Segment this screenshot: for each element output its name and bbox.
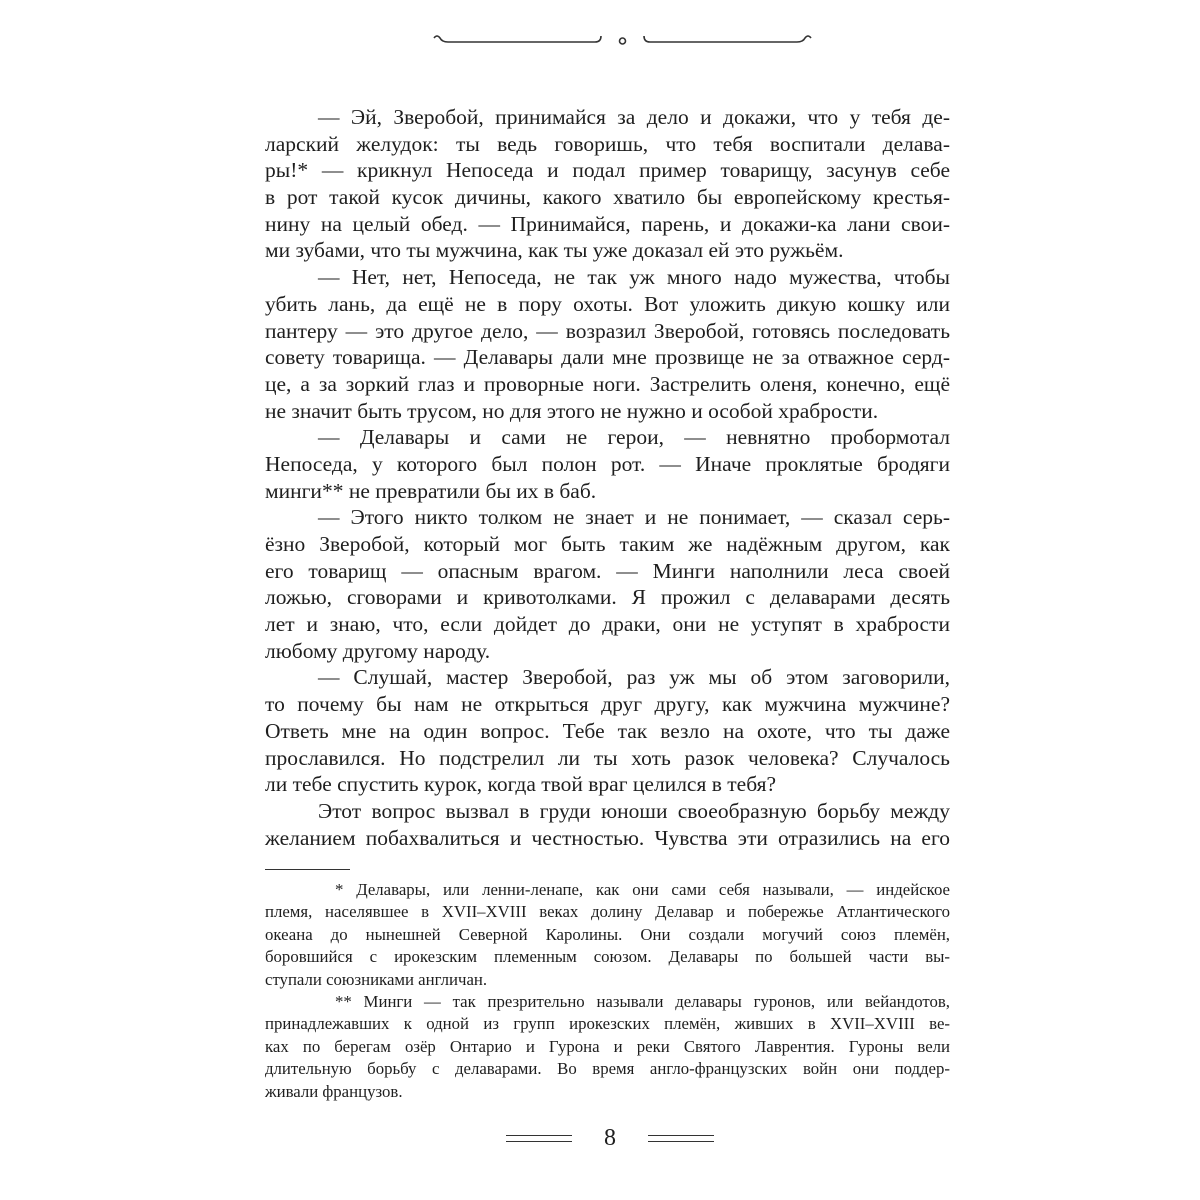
text-line: це, а за зоркий глаз и проворные ноги. Застрелить оленя, конечно, ещё (265, 371, 950, 396)
main-text (265, 104, 950, 851)
text-line: Непоседа, у которого был полон рот. — Иначе проклятые бродяги (265, 451, 950, 476)
text-line: ёзно Зверобой, который мог быть таким же надёжным другом, как (265, 532, 950, 556)
text-line: прославился. Но подстрелил ли ты хоть разок человека? Случалось (265, 745, 950, 770)
page-number-ornament-left (506, 1135, 572, 1142)
text-line: то почему бы нам не открыться друг другу, как мужчина мужчине? (265, 692, 950, 717)
text-line: не значит быть трусом, но для этого не нужно и особой храбрости. (265, 398, 879, 423)
footnote-line: ках по берегам озёр Онтарио и Гурона и реки Святого Лаврентия. Гуроны вели (265, 1036, 950, 1056)
text-line: любому другому народу. (265, 638, 491, 663)
text-line: желанием побахвалиться и честностью. Чувства эти отразились на его (265, 825, 950, 850)
footnote-line: живали французов. (265, 1081, 403, 1101)
footnote-line: ** Минги — так презрительно называли делавары гуронов, или вейандотов, (335, 991, 950, 1011)
footnote-separator (265, 869, 350, 870)
text-line: совету товарища. — Делавары дали мне прозвище не за отважное серд- (265, 345, 950, 370)
page-number-block (490, 1120, 730, 1156)
text-line: — Нет, нет, Непоседа, не так уж много надо мужества, чтобы (318, 265, 950, 290)
text-line: Ответь мне на один вопрос. Тебе так везло на охоте, что ты даже (265, 718, 950, 743)
footnote-line: длительную борьбу с делаварами. Во время англо-французских войн они поддер- (265, 1059, 950, 1079)
text-line: ми зубами, что ты мужчина, как ты уже доказал ей это ружьём. (265, 238, 844, 263)
footnotes (265, 879, 950, 1103)
text-line: — Эй, Зверобой, принимайся за дело и докажи, что у тебя де- (318, 105, 950, 129)
text-line: Этот вопрос вызвал в груди юноши своеобразную борьбу между (318, 798, 950, 823)
text-line: ложью, сговорами и кривотолками. Я прожил с делаварами десять (265, 585, 950, 610)
text-line: — Делавары и сами не герои, — невнятно пробормотал (318, 425, 950, 450)
text-line: ры!* — крикнул Непоседа и подал пример товарищу, засунув себе (265, 158, 950, 183)
text-line: минги** не превратили бы их в баб. (265, 478, 597, 503)
header-ornament (430, 30, 815, 50)
text-line: ларский желудок: ты ведь говоришь, что тебя воспитали делава- (265, 131, 950, 156)
footnote-line: принадлежавших к одной из групп ирокезских племён, живших в XVII–XVIII ве- (265, 1014, 950, 1034)
footnote-line: океана до нынешней Северной Каролины. Они создали могучий союз племён, (265, 924, 950, 944)
footnote-line: * Делавары, или ленни-ленапе, как они сами себя называли, — индейское (335, 880, 950, 899)
page-number-ornament-right (648, 1135, 714, 1142)
text-line: — Слушай, мастер Зверобой, раз уж мы об этом заговорили, (318, 665, 950, 690)
text-line: пантеру — это другое дело, — возразил Зверобой, готовясь последовать (265, 318, 950, 343)
text-line: убить лань, да ещё не в пору охоты. Вот уложить дикую кошку или (265, 291, 950, 316)
footnote-line: ступали союзниками англичан. (265, 969, 488, 989)
text-line: в рот такой кусок дичины, какого хватило бы европейскому крестья- (265, 185, 950, 210)
text-line: — Этого никто толком не знает и не понимает, — сказал серь- (318, 505, 950, 530)
footnote-line: племя, населявшее в XVII–XVIII веках долину Делавар и побережье Атлантического (265, 902, 950, 922)
text-line: нину на целый обед. — Принимайся, парень, и докажи-ка лани свои- (265, 211, 950, 236)
footnote-line: боровшийся с ирокезским племенным союзом. Делавары по большей части вы- (265, 947, 950, 967)
text-line: ли тебе спустить курок, когда твой враг целился в тебя? (265, 772, 777, 797)
page-number: 8 (604, 1124, 616, 1151)
text-line: его товарищ — опасным врагом. — Минги наполнили леса своей (265, 558, 950, 583)
text-line: лет и знаю, что, если дойдет до драки, они не уступят в храбрости (265, 612, 950, 637)
